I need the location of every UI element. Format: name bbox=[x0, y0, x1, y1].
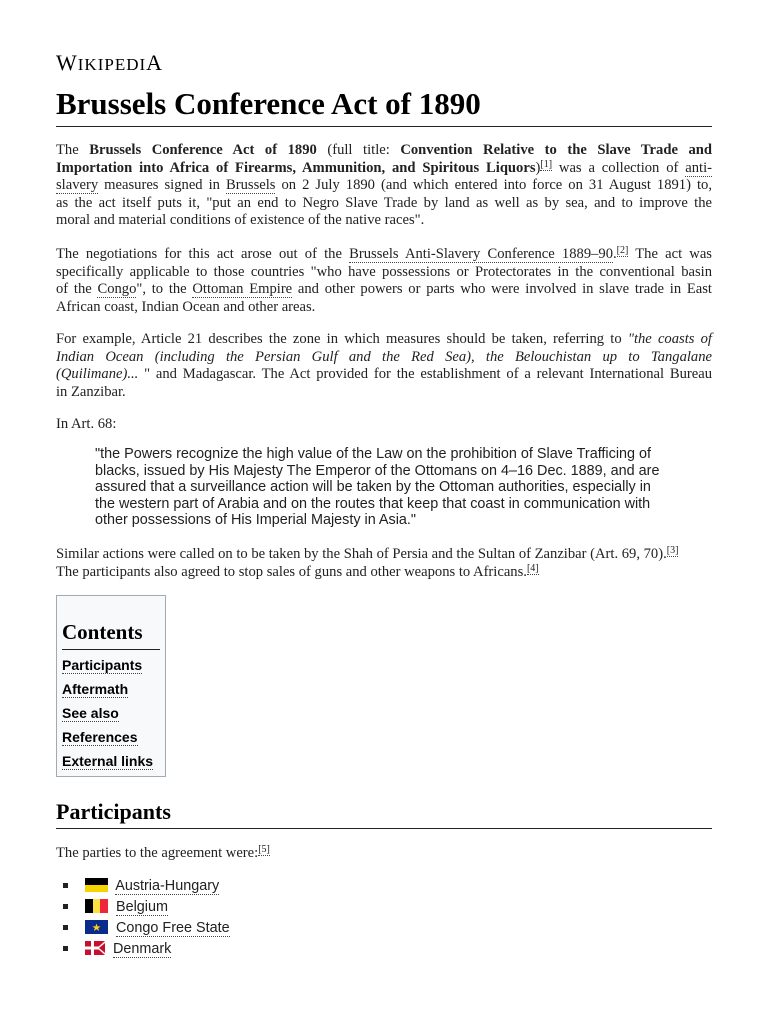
example-paragraph: For example, Article 21 describes the zone in which measures should be taken, referring to "the coasts of Indian Ocean (including the Persian Gulf and the Red Sea), the Belouchistan up to Tangalane (Quilimane)... " and Madagascar. The Act provided for the establishment of a relevant International Bureau in Zanzibar. bbox=[56, 331, 712, 400]
link-slavery[interactable]: slavery bbox=[56, 177, 99, 193]
toc-title: Contents bbox=[62, 620, 143, 644]
bullet-icon bbox=[63, 904, 68, 909]
bullet-icon bbox=[63, 925, 68, 930]
participants-intro: The parties to the agreement were:[5] bbox=[56, 844, 270, 861]
bullet-icon bbox=[63, 946, 68, 951]
link-brussels[interactable]: Brussels bbox=[226, 177, 276, 193]
participants-list bbox=[63, 876, 230, 960]
toc-item-external-links[interactable]: External links bbox=[62, 753, 154, 769]
page-title: Brussels Conference Act of 1890 bbox=[56, 84, 712, 127]
toc-item-aftermath[interactable]: Aftermath bbox=[62, 681, 129, 697]
table-of-contents bbox=[56, 595, 166, 777]
list-item bbox=[63, 897, 230, 918]
toc-divider bbox=[62, 649, 160, 650]
section-heading-participants: Participants bbox=[56, 798, 712, 829]
article-68-quote: "the Powers recognize the high value of the Law on the prohibition of Slave Trafficing of blacks, issued by His Majesty The Emperor of the Ottomans on 4–16 Dec. 1889, and are assured that a surveillance action will be taken by the Ottoman authorities, especially in the western part of Arabia and on the routes that keep that coast in communication with other possessions of His Imperial Majesty in Asia." bbox=[95, 446, 660, 529]
similar-actions-paragraph: Similar actions were called on to be taken by the Shah of Persia and the Sultan of Zanzibar (Art. 69, 70).[3] The participants also agreed to stop sales of guns and other weapons to Africans.[4] bbox=[56, 545, 679, 580]
intro-paragraph: The Brussels Conference Act of 1890 (full title: Convention Relative to the Slave Trade and Importation into Africa of Firearms, Ammunition, and Spiritous Liquors)[1] was a collection of anti- slavery measures signed in Brussels on 2 July 1890 (and which entered into force on 31 August 1891) to, as the act itself puts it, "put an end to Negro Slave Trade by land as well as by sea, and to improve the moral and material conditions of existence of the native races". bbox=[56, 142, 712, 228]
citation-2[interactable]: [2] bbox=[616, 245, 629, 256]
link-belgium[interactable]: Belgium bbox=[116, 899, 168, 915]
toc-item-participants[interactable]: Participants bbox=[62, 657, 143, 673]
list-item bbox=[63, 876, 230, 897]
citation-5[interactable]: [5] bbox=[258, 844, 270, 855]
art-68-label: In Art. 68: bbox=[56, 416, 117, 432]
link-anti-slavery[interactable]: anti- bbox=[685, 159, 712, 176]
citation-3[interactable]: [3] bbox=[666, 545, 679, 556]
toc-item-references[interactable]: References bbox=[62, 729, 138, 745]
link-austria-hungary[interactable]: Austria-Hungary bbox=[115, 878, 220, 894]
negotiations-paragraph: The negotiations for this act arose out of the Brussels Anti-Slavery Conference 1889–90.[2] The act was specifically applicable to those countries "who have possessions or Protectorates in the conventional basin of the Congo", to the Ottoman Empire and other powers or parts who were involved in slave trade in East African coast, Indian Ocean and other areas. bbox=[56, 245, 712, 315]
link-denmark[interactable]: Denmark bbox=[113, 941, 172, 957]
toc-item-see-also[interactable]: See also bbox=[62, 705, 119, 721]
bullet-icon bbox=[63, 883, 68, 888]
citation-1[interactable]: [1] bbox=[540, 158, 553, 170]
link-ottoman-empire[interactable]: Ottoman Empire bbox=[192, 281, 293, 297]
flag-austria-hungary-icon[interactable] bbox=[85, 878, 108, 892]
flag-denmark-icon[interactable] bbox=[85, 941, 105, 955]
list-item bbox=[63, 939, 230, 960]
flag-congo-free-state-icon[interactable] bbox=[85, 920, 108, 934]
citation-4[interactable]: [4] bbox=[526, 562, 539, 574]
flag-belgium-icon[interactable] bbox=[85, 899, 108, 913]
list-item bbox=[63, 918, 230, 939]
link-congo-free-state[interactable]: Congo Free State bbox=[116, 920, 230, 936]
link-congo[interactable]: Congo bbox=[97, 281, 137, 297]
link-brussels-anti-slavery-conference[interactable]: Brussels Anti-Slavery Conference 1889–90 bbox=[349, 246, 614, 262]
wikipedia-wordmark[interactable]: WIKIPEDIA bbox=[56, 50, 164, 75]
